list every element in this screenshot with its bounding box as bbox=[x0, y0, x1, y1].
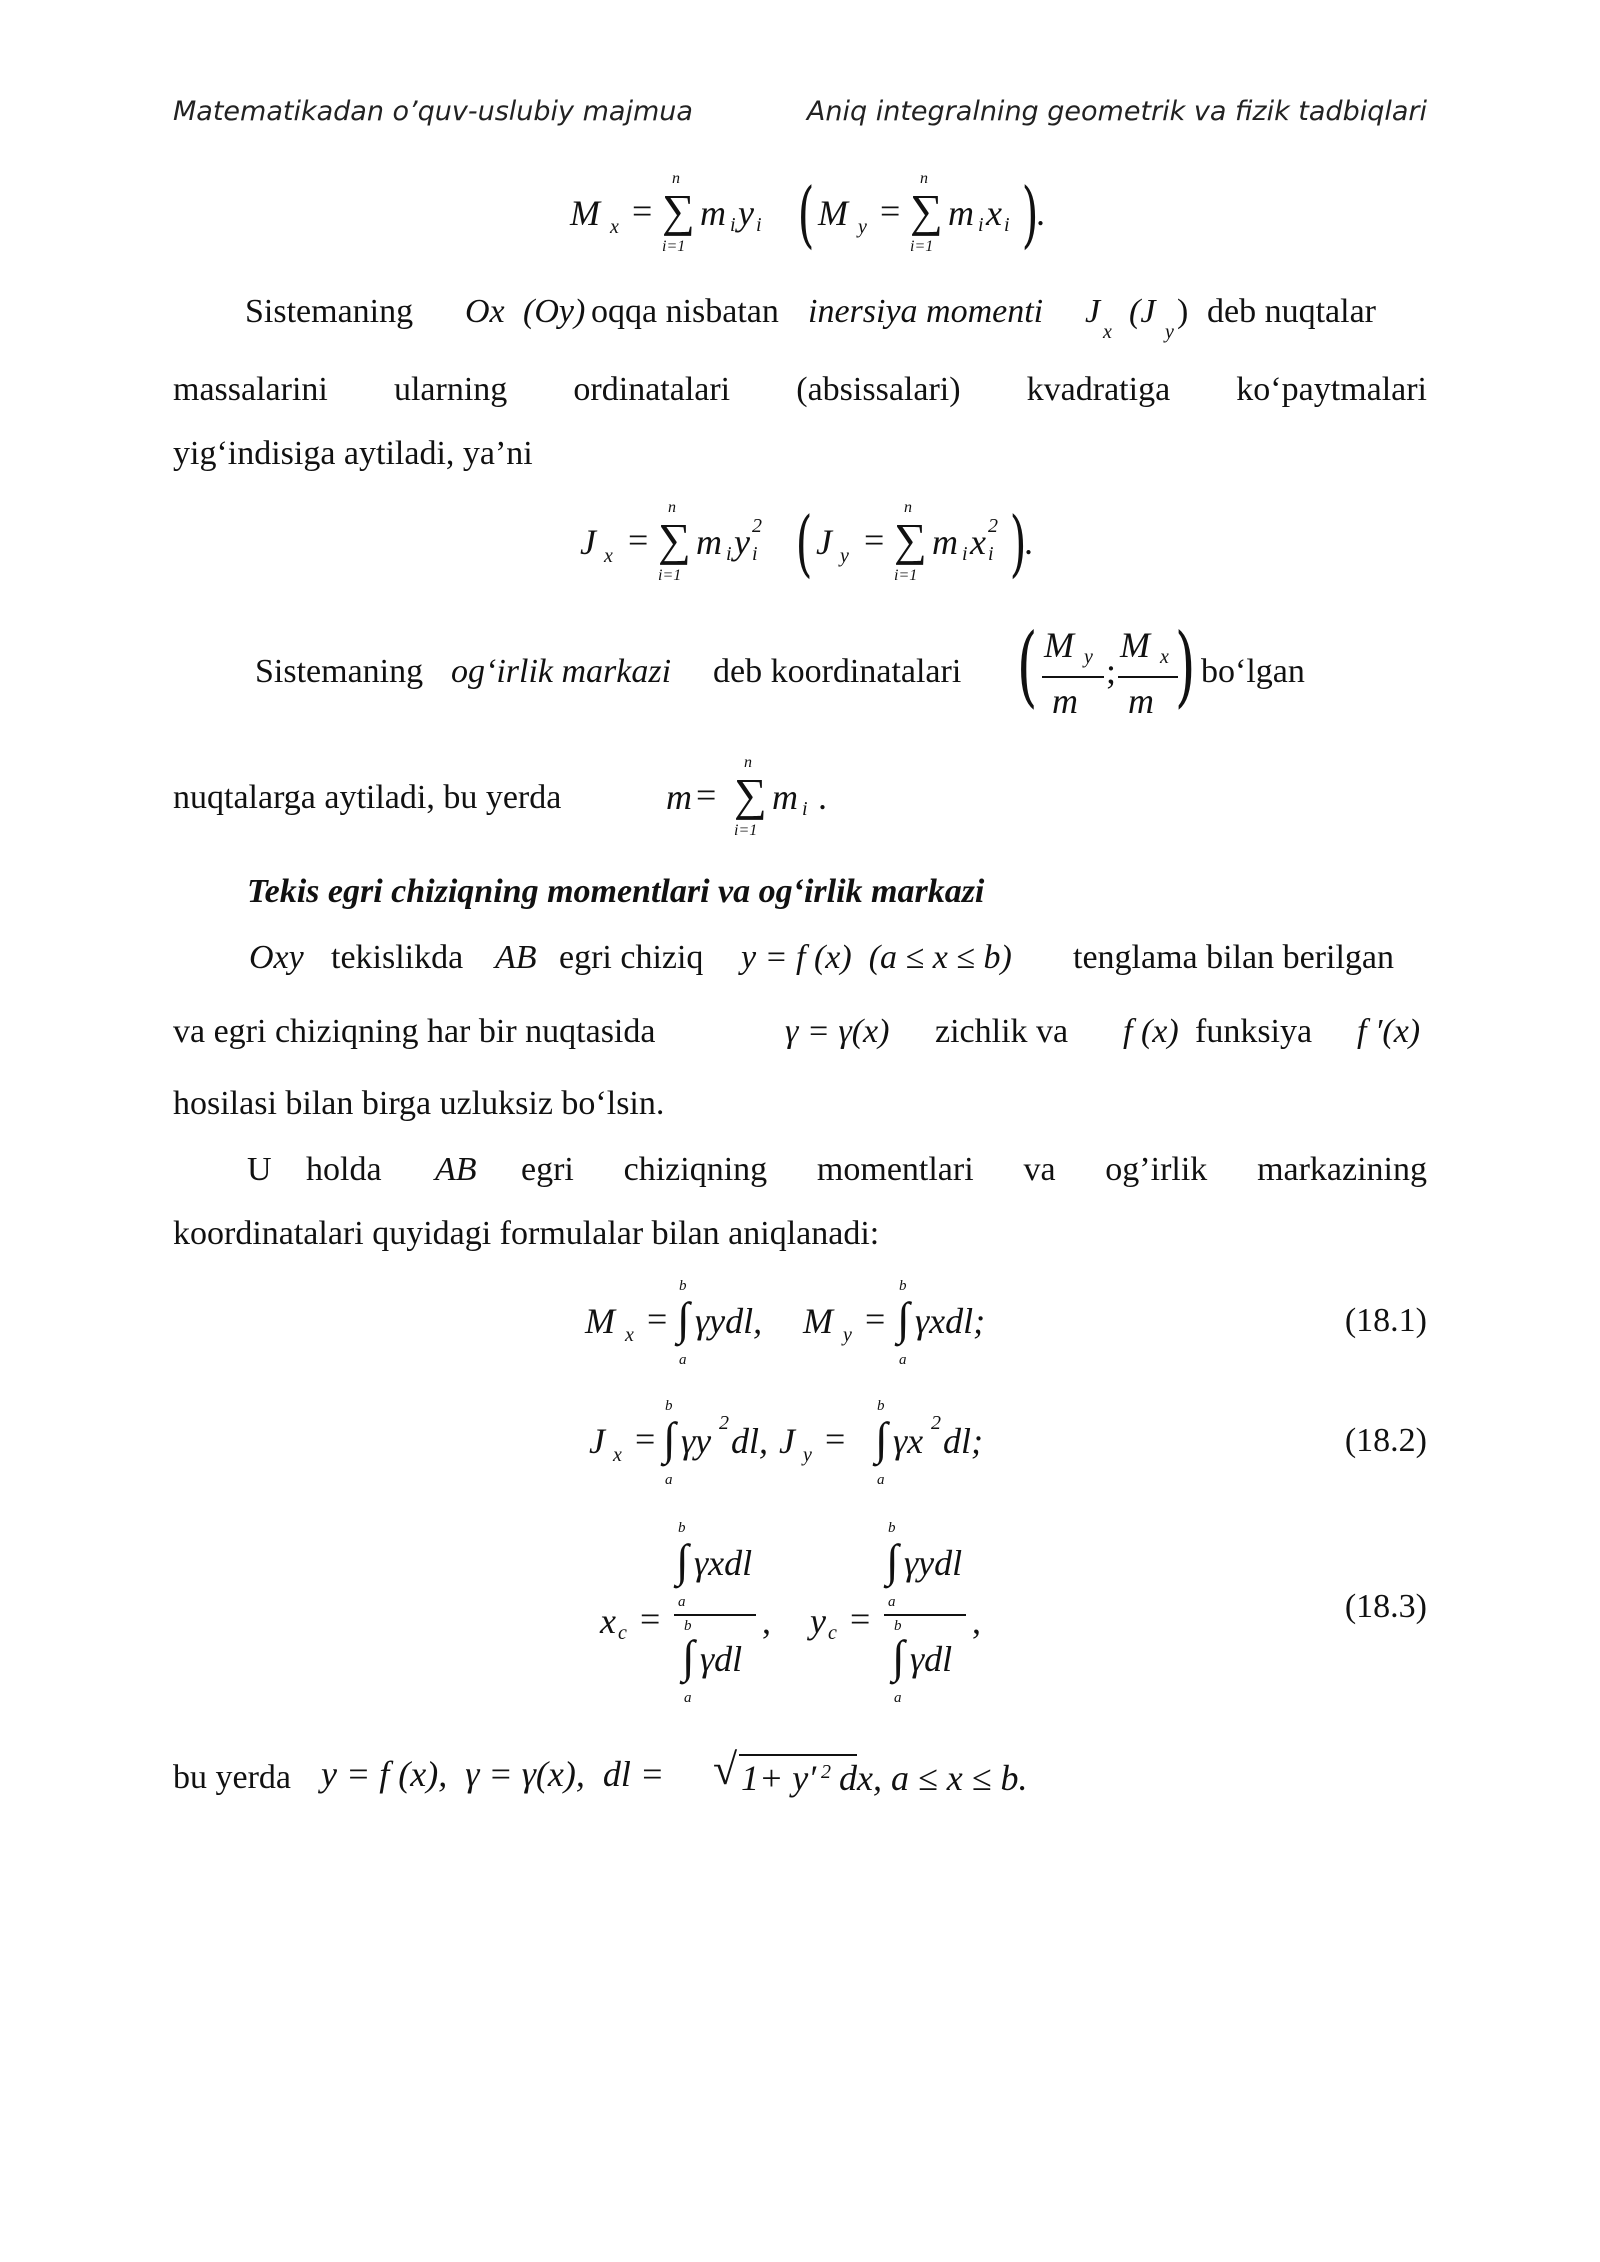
text: tekislikda bbox=[331, 939, 464, 976]
paragraph-curve-line3: hosilasi bilan birga uzluksiz bo‘lsin. bbox=[173, 1085, 665, 1122]
page-header bbox=[173, 96, 1427, 136]
text: Ox bbox=[465, 293, 505, 330]
text: J bbox=[1085, 293, 1101, 330]
equation-number: (18.1) bbox=[1344, 1302, 1427, 1339]
text: (J bbox=[1129, 293, 1156, 330]
text: inersiya momenti bbox=[808, 293, 1044, 330]
text: egri chiziq bbox=[559, 939, 704, 976]
paragraph-formulas-line2: koordinatalari quyidagi formulalar bilan aniqlanadi: bbox=[173, 1215, 880, 1252]
equation-18-1: M x = b ∫ a γydl, M y = b ∫ a γxdl; bbox=[585, 1278, 986, 1368]
equation-18-3: x c = b ∫ a γxdl b ∫ a γdl , y c = b ∫ a γydl b ∫ a γdl , bbox=[600, 1520, 981, 1706]
text: tenglama bilan berilgan bbox=[1073, 939, 1394, 976]
text: AB bbox=[495, 939, 537, 976]
text: funksiya bbox=[1195, 1013, 1313, 1050]
text: Sistemaning bbox=[255, 653, 424, 690]
text: AB bbox=[435, 1151, 477, 1188]
text: Oxy bbox=[249, 939, 304, 976]
text: va egri chiziqning har bir nuqtasida bbox=[173, 1013, 656, 1050]
section-heading: Tekis egri chiziqning momentlari va og‘irlik markazi bbox=[247, 873, 985, 910]
formula-static-moments: M x = n ∑ i=1 m i y i ( M y = n ∑ i=1 m i x i ) . bbox=[570, 170, 1045, 256]
text: bo‘lgan bbox=[1201, 653, 1305, 690]
document-page: Matematikadan o’quv-uslubiy majmua Aniq integralning geometrik va fizik tadbiqlari M x = n ∑ i=1 m i y i ( M y = n ∑ i=1 m i x i ) . Sistemaning Ox (Oy) oqqa nisbatan inersiya momenti J x (J y ) deb nuqtalar massalarini ularning ordinatalari (absissalari) kvadratiga ko‘paytmalari yig‘indisiga aytiladi, ya’ni J x = n ∑ i=1 m i y i 2 ( J y = n ∑ i=1 m i x i 2 ) . Sistemaning og‘irlik markazi deb koordinatalari bo‘lgan ( M y m ; M x m ) nuqtalarga aytiladi, bu yerda m = n ∑ i=1 m i . Tekis egri chiziqning momentlari va og‘irlik markazi Oxy tekislikda AB egri chiziq y = f (x) (a ≤ x ≤ b) tenglama bilan berilgan va egri chiziqning har bir nuqtasida γ = γ(x) zichlik va f (x) funksiya f ′(x) hosilasi bilan birga uzluksiz bo‘lsin. U holda AB egri chiziqning momentlari va og’irlik markazining koordinatalari quyidagi formulalar bilan aniqlanadi: M x = b ∫ a γydl, M y = b ∫ a γxdl; (18.1) J x = b ∫ a γy 2 dl, J y = b ∫ a γx 2 dl; (18.2) x c = b ∫ a γxdl b ∫ a γdl , y c = b ∫ a γydl b ∫ a γdl , (18.3) bu yerda y = f (x), γ = γ(x), dl = √ 1+ y′ 2 dx, a ≤ x ≤ b. bbox=[0, 0, 1600, 2262]
paragraph-inertia-line3: yig‘indisiga aytiladi, ya’ni bbox=[173, 435, 533, 472]
equation-number: (18.2) bbox=[1344, 1422, 1427, 1459]
text: zichlik va bbox=[935, 1013, 1069, 1050]
text: deb nuqtalar bbox=[1207, 293, 1376, 330]
text: og‘irlik markazi bbox=[451, 653, 672, 690]
text: oqqa nisbatan bbox=[591, 293, 779, 330]
text: egri chiziqning momentlari va og’irlik markazining bbox=[521, 1151, 1427, 1188]
header-left-title: Matematikadan o’quv-uslubiy majmua bbox=[173, 96, 693, 127]
equation-18-2: J x = b ∫ a γy 2 dl, J y = b ∫ a γx 2 dl; bbox=[589, 1398, 983, 1488]
equation-number: (18.3) bbox=[1344, 1588, 1427, 1625]
text: deb koordinatalari bbox=[713, 653, 962, 690]
text: bu yerda bbox=[173, 1759, 292, 1796]
text: Sistemaning bbox=[245, 293, 414, 330]
header-right-title: Aniq integralning geometrik va fizik tadbiqlari bbox=[806, 96, 1427, 127]
final-line: bu yerda y = f (x), γ = γ(x), dl = √ 1+ y′ 2 dx, a ≤ x ≤ b. bbox=[173, 1745, 1028, 1798]
formula-total-mass: m = n ∑ i=1 m i . bbox=[666, 754, 827, 839]
paragraph-inertia-line2: massalarini ularning ordinatalari (absissalari) kvadratiga ko‘paytmalari bbox=[173, 371, 1427, 408]
text: (Oy) bbox=[523, 293, 586, 330]
paragraph-center-line2: nuqtalarga aytiladi, bu yerda bbox=[173, 779, 562, 816]
formula-inertia-moments: J x = n ∑ i=1 m i y i 2 ( J y = n ∑ i=1 m i x i 2 ) . bbox=[580, 499, 1033, 585]
formula-center-coords: ( M y m ; M x m ) bbox=[1016, 614, 1196, 721]
